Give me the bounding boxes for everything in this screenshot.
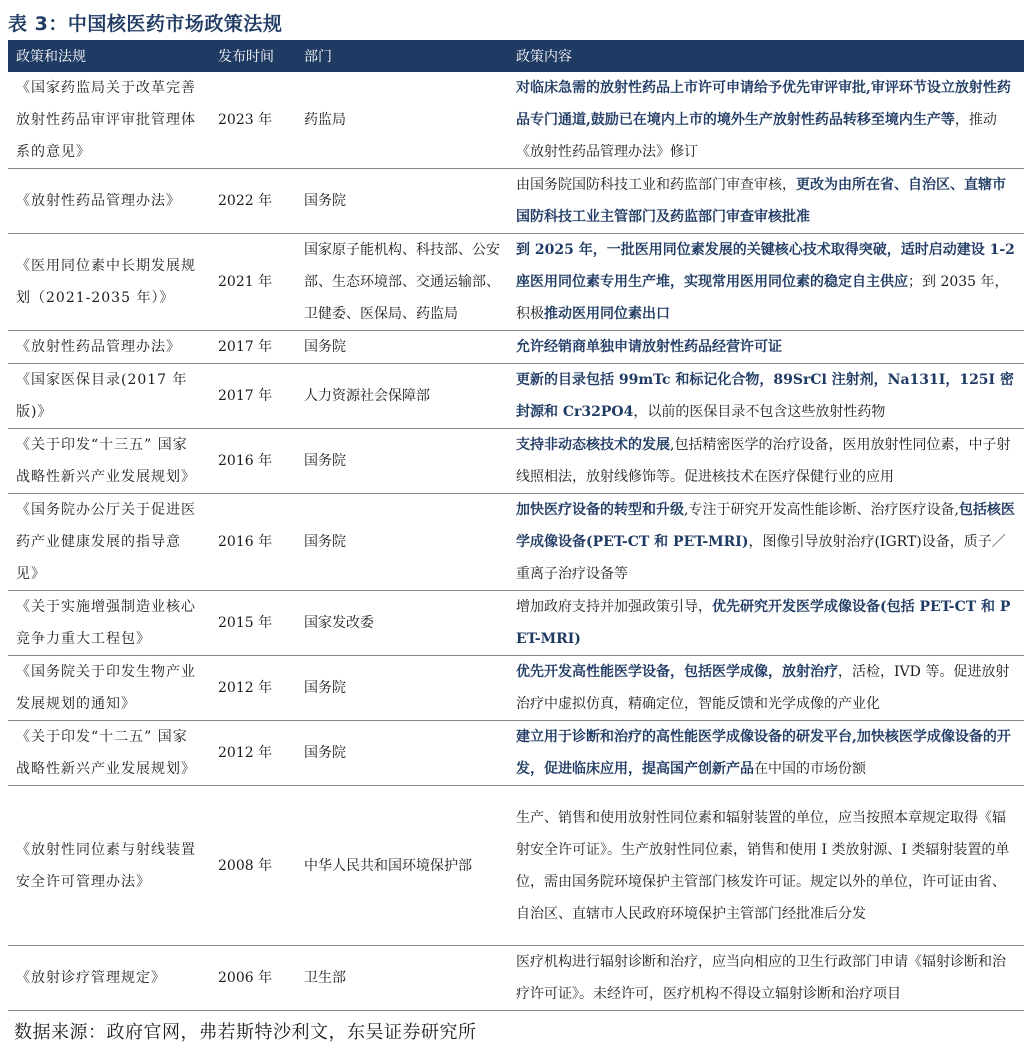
- policy-name-cell: 《医用同位素中长期发展规划（2021-2035 年）》: [8, 234, 210, 331]
- header-date: 发布时间: [210, 40, 296, 72]
- data-source-note: 数据来源：政府官网，弗若斯特沙利文，东吴证券研究所: [14, 1022, 477, 1043]
- table-row: [8, 72, 1024, 169]
- header-content: 政策内容: [508, 40, 1024, 72]
- department-cell: 国务院: [296, 429, 508, 494]
- table-row: [8, 591, 1024, 656]
- publish-year-cell: 2015 年: [210, 591, 296, 656]
- policy-content-cell: [508, 656, 1024, 721]
- table-row: [8, 721, 1024, 786]
- department-cell: 国家原子能机构、科技部、公安部、生态环境部、交通运输部、卫健委、医保局、药监局: [296, 234, 508, 331]
- policy-table: [8, 40, 1024, 1011]
- content-text: ，推动《放射性药品管理办法》修订: [516, 112, 997, 160]
- department-cell: 国务院: [296, 656, 508, 721]
- policy-content-cell: [508, 169, 1024, 234]
- highlighted-text: 建立用于诊断和治疗的高性能医学成像设备的研发平台,加快核医学成像设备的开发，促进临床应用，提高国产创新产品: [516, 729, 1011, 777]
- content-text: ，活检，IVD 等。促进放射治疗中虚拟仿真，精确定位，智能反馈和光学成像的产业化: [516, 664, 1010, 712]
- content-text: 医疗机构进行辐射诊断和治疗，应当向相应的卫生行政部门申请《辐射诊断和治疗许可证》。未经许可，医疗机构不得设立辐射诊断和治疗项目: [516, 954, 1006, 1002]
- department-cell: 人力资源社会保障部: [296, 364, 508, 429]
- department-cell: 国务院: [296, 331, 508, 364]
- policy-content-cell: [508, 234, 1024, 331]
- table-row: [8, 169, 1024, 234]
- content-text: ，以前的医保目录不包含这些放射性药物: [633, 404, 886, 420]
- content-text: ；到 2035 年，积极: [516, 274, 1009, 322]
- policy-content-cell: [508, 364, 1024, 429]
- highlighted-text: 推动医用同位素出口: [544, 306, 670, 322]
- table-row: [8, 494, 1024, 591]
- table-row: [8, 656, 1024, 721]
- content-text: 在中国的市场份额: [754, 761, 866, 777]
- highlighted-text: 包括核医学成像设备(PET-CT 和 PET-MRI): [516, 502, 1015, 550]
- policy-content-cell: [508, 72, 1024, 169]
- content-text: 生产、销售和使用放射性同位素和辐射装置的单位，应当按照本章规定取得《辐射安全许可证》。生产放射性同位素，销售和使用 I 类放射源、I 类辐射装置的单位，需由国务院环境保护主管部门核发许可证。规定以外的单位，许可证由省、自治区、直辖市人民政府环境保护主管部门经批准后分发: [516, 809, 1010, 922]
- highlighted-text: 加快医疗设备的转型和升级: [516, 502, 684, 518]
- department-cell: 卫生部: [296, 946, 508, 1011]
- publish-year-cell: 2012 年: [210, 721, 296, 786]
- policy-name-cell: 《放射诊疗管理规定》: [8, 946, 210, 1011]
- policy-content-cell: [508, 946, 1024, 1011]
- highlighted-text: 优先研究开发医学成像设备(包括 PET-CT 和 PET-MRI): [516, 599, 1011, 647]
- department-cell: 药监局: [296, 72, 508, 169]
- table-header-row: [8, 40, 1024, 72]
- department-cell: 国务院: [296, 169, 508, 234]
- policy-content-cell: [508, 429, 1024, 494]
- policy-content-cell: [508, 591, 1024, 656]
- publish-year-cell: 2008 年: [210, 786, 296, 946]
- highlighted-text: 更改为由所在省、自治区、直辖市国防科技工业主管部门及药监部门审查审核批准: [516, 177, 1006, 225]
- publish-year-cell: 2022 年: [210, 169, 296, 234]
- policy-content-cell: [508, 331, 1024, 364]
- highlighted-text: 允许经销商单独申请放射性药品经营许可证: [516, 339, 782, 355]
- policy-name-cell: 《国务院关于印发生物产业发展规划的通知》: [8, 656, 210, 721]
- table-row: [8, 786, 1024, 946]
- department-cell: 国家发改委: [296, 591, 508, 656]
- department-cell: 中华人民共和国环境保护部: [296, 786, 508, 946]
- policy-name-cell: 《关于印发“十三五” 国家战略性新兴产业发展规划》: [8, 429, 210, 494]
- table-title: 表 3：中国核医药市场政策法规: [8, 13, 283, 35]
- publish-year-cell: 2006 年: [210, 946, 296, 1011]
- policy-name-cell: 《国家医保目录(2017 年版)》: [8, 364, 210, 429]
- table-row: [8, 331, 1024, 364]
- header-department: 部门: [296, 40, 508, 72]
- table-row: [8, 946, 1024, 1011]
- table-row: [8, 429, 1024, 494]
- policy-content-cell: [508, 721, 1024, 786]
- policy-name-cell: 《关于印发“十二五” 国家战略性新兴产业发展规划》: [8, 721, 210, 786]
- policy-name-cell: 《放射性药品管理办法》: [8, 169, 210, 234]
- table-row: [8, 364, 1024, 429]
- table-row: [8, 234, 1024, 331]
- highlighted-text: 支持非动态核技术的发展: [516, 437, 670, 453]
- header-policy: 政策和法规: [8, 40, 210, 72]
- publish-year-cell: 2021 年: [210, 234, 296, 331]
- department-cell: 国务院: [296, 494, 508, 591]
- policy-name-cell: 《关于实施增强制造业核心竞争力重大工程包》: [8, 591, 210, 656]
- policy-content-cell: [508, 786, 1024, 946]
- policy-name-cell: 《国家药监局关于改革完善放射性药品审评审批管理体系的意见》: [8, 72, 210, 169]
- publish-year-cell: 2017 年: [210, 364, 296, 429]
- content-text: ,包括精密医学的治疗设备，医用放射性同位素，中子射线照相法，放射线修饰等。促进核技术在医疗保健行业的应用: [516, 437, 1011, 485]
- publish-year-cell: 2016 年: [210, 494, 296, 591]
- publish-year-cell: 2023 年: [210, 72, 296, 169]
- content-text: 由国务院国防科技工业和药监部门审查审核，: [516, 177, 796, 193]
- department-cell: 国务院: [296, 721, 508, 786]
- table-body: [8, 72, 1024, 1011]
- policy-content-cell: [508, 494, 1024, 591]
- publish-year-cell: 2016 年: [210, 429, 296, 494]
- content-text: 增加政府支持并加强政策引导，: [516, 599, 712, 615]
- publish-year-cell: 2012 年: [210, 656, 296, 721]
- content-text: ，图像引导放射治疗(IGRT)设备，质子／重离子治疗设备等: [516, 534, 1006, 582]
- highlighted-text: 到 2025 年，一批医用同位素发展的关键核心技术取得突破，适时启动建设 1-2 座医用同位素专用生产堆，实现常用医用同位素的稳定自主供应: [516, 242, 1015, 290]
- highlighted-text: 更新的目录包括 99mTc 和标记化合物，89SrCl 注射剂，Na131I，125I 密封源和 Cr32PO4: [516, 372, 1014, 420]
- publish-year-cell: 2017 年: [210, 331, 296, 364]
- highlighted-text: 优先开发高性能医学设备，包括医学成像，放射治疗: [516, 664, 838, 680]
- content-text: ,专注于研究开发高性能诊断、治疗医疗设备,: [684, 502, 959, 518]
- highlighted-text: 对临床急需的放射性药品上市许可申请给予优先审评审批,审评环节设立放射性药品专门通道,鼓励已在境内上市的境外生产放射性药品转移至境内生产等: [516, 80, 1011, 128]
- policy-name-cell: 《放射性药品管理办法》: [8, 331, 210, 364]
- policy-name-cell: 《国务院办公厅关于促进医药产业健康发展的指导意见》: [8, 494, 210, 591]
- policy-name-cell: 《放射性同位素与射线装置安全许可管理办法》: [8, 786, 210, 946]
